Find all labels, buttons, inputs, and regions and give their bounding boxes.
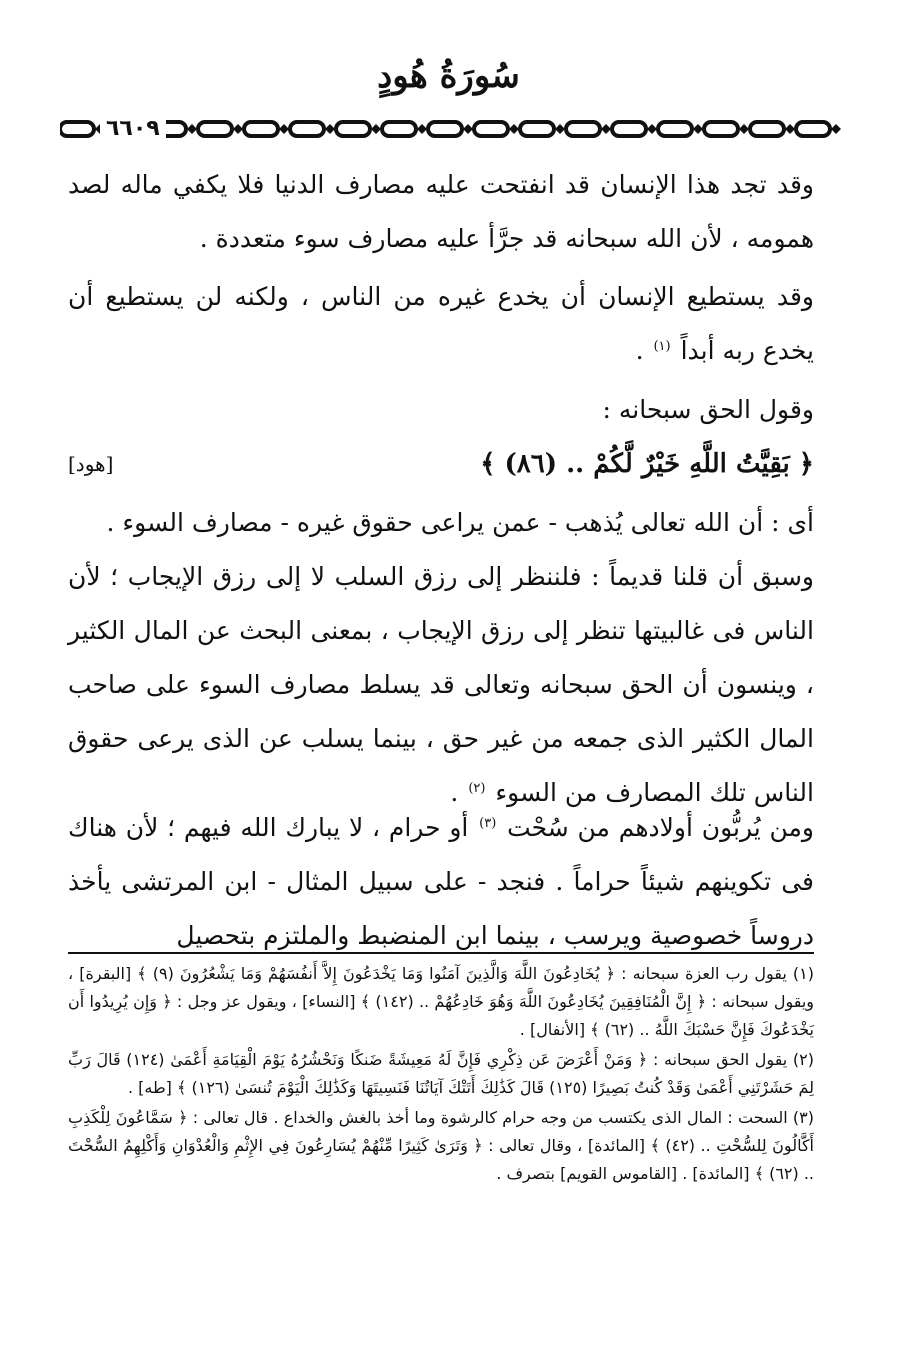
paragraph-5-text: وسبق أن قلنا قديماً : فلننظر إلى رزق السلب لا إلى رزق الإيجاب ؛ لأن الناس فى غالبيتها تنظر إلى رزق الإيجاب ، بمعنى البحث عن المال الكثير ، وينسون أن الحق سبحانه وتعالى قد يسلط مصارف السوء على صاحب المال الكثير الذى جمعه من غير حق ، بينما يسلب عن الذى يرعى حقوق الناس تلك المصارف من السوء [68, 562, 814, 807]
chain-diamond-9 [509, 124, 519, 134]
footnote-2: (٢) يقول الحق سبحانه : ﴿ وَمَنْ أَعْرَضَ عَن ذِكْرِي فَإِنَّ لَهُ مَعِيشَةً ضَنكًا وَنَحْشُرُهُ يَوْمَ الْقِيَامَةِ أَعْمَىٰ (١٢٤) قَالَ رَبِّ لِمَ حَشَرْتَنِي أَعْمَىٰ وَقَدْ كُنتُ بَصِيرًا (١٢٥) قَالَ كَذَٰلِكَ أَتَتْكَ آيَاتُنَا فَنَسِيتَهَا وَكَذَٰلِكَ الْيَوْمَ تُنسَىٰ (١٢٦) ﴾ [طه] . [68, 1050, 814, 1097]
chain-link-4 [244, 122, 278, 136]
chain-diamond-10 [555, 124, 565, 134]
footnote-1: (١) يقول رب العزة سبحانه : ﴿ يُخَادِعُونَ اللَّهَ وَالَّذِينَ آمَنُوا وَمَا يَخْدَعُونَ إِلاَّ أَنفُسَهُمْ وَمَا يَشْعُرُونَ (٩) ﴾ [البقرة] ، ويقول سبحانه : ﴿ إِنَّ الْمُنَافِقِينَ يُخَادِعُونَ اللَّهَ وَهُوَ خَادِعُهُمْ .. (١٤٢) ﴾ [النساء] ، ويقول عز وجل : ﴿ وَإِن يُرِيدُوا أَن يَخْدَعُوكَ فَإِنَّ حَسْبَكَ اللَّهُ .. (٦٢) ﴾ [الأنفال] . [68, 964, 814, 1039]
paragraph-3-text: وقول الحق سبحانه : [602, 395, 814, 424]
footnote-ref-2: (٢) [468, 780, 486, 796]
footnote-ref-1: (١) [653, 338, 671, 354]
chain-diamond-5 [325, 124, 335, 134]
chain-diamond-11 [601, 124, 611, 134]
chain-link-13 [658, 122, 692, 136]
chain-diamond-3 [233, 124, 243, 134]
header-ornament-band [60, 112, 850, 146]
chain-diamond-13 [693, 124, 703, 134]
quran-verse-line [68, 437, 814, 491]
chain-diamond-6 [371, 124, 381, 134]
paragraph-2-text: وقد يستطيع الإنسان أن يخدع غيره من الناس ، ولكنه لن يستطيع أن يخدع ربه أبداً [68, 282, 814, 365]
footnote-3: (٣) السحت : المال الذى يكتسب من وجه حرام كالرشوة وما أخذ بالغش والخداع . قال تعالى : ﴿ سَمَّاعُونَ لِلْكَذِبِ أَكَّالُونَ لِلسُّحْتِ .. (٤٢) ﴾ [المائدة] ، وقال تعالى : ﴿ وَتَرَىٰ كَثِيرًا مِّنْهُمْ يُسَارِعُونَ فِي الإِثْمِ وَالْعُدْوَانِ وَأَكْلِهِمُ السُّحْتَ .. (٦٢) ﴾ [المائدة] . [القاموس القويم] بتصرف . [68, 1108, 815, 1183]
chain-link-5 [290, 122, 324, 136]
paragraph-1 [68, 158, 814, 266]
chain-link-0 [60, 122, 94, 136]
chain-link-16 [796, 122, 830, 136]
paragraph-6-text-b: أو حرام ، لا يبارك الله فيهم ؛ لأن هناك فى تكوينهم شيئاً حراماً . فنجد - على سبيل المثال - ابن المرتشى يأخذ دروساً خصوصية ويرسب ، بينما ابن المنضبط والملتزم بتحصيل [68, 813, 814, 950]
paragraph-4-text: أى : أن الله تعالى يُذهب - عمن يراعى حقوق غيره - مصارف السوء . [106, 508, 814, 537]
footnotes [68, 960, 814, 1190]
verse-reference: [هود] [68, 452, 114, 476]
chain-link-6 [336, 122, 370, 136]
surah-title: سُورَةُ هُودٍ [377, 56, 520, 96]
paragraph-6-text-a: ومن يُربُّون أولادهم من سُحْت [507, 813, 815, 842]
chain-link-9 [474, 122, 508, 136]
footnote-ref-3: (٣) [479, 815, 497, 831]
chain-link-3 [198, 122, 232, 136]
paragraph-4 [68, 496, 814, 550]
chain-diamond-14 [739, 124, 749, 134]
paragraph-2: وقد يستطيع الإنسان أن يخدع غيره من الناس ، ولكنه لن يستطيع أن يخدع ربه أبداً $^{(١)}$ . [68, 282, 814, 365]
chain-diamond-7 [417, 124, 427, 134]
page-number: ٦٦٠٩ [100, 112, 166, 146]
chain-ornament [60, 112, 850, 146]
quran-verse: ﴿ بَقِيَّتُ اللَّهِ خَيْرٌ لَّكُمْ .. (٨٦) ﴾ [480, 449, 814, 479]
chain-link-7 [382, 122, 416, 136]
paragraph-3 [68, 383, 814, 437]
footnote-divider [68, 952, 814, 954]
chain-link-8 [428, 122, 462, 136]
chain-diamond-2 [187, 124, 197, 134]
paragraph-1-text: وقد تجد هذا الإنسان قد انفتحت عليه مصارف الدنيا فلا يكفي ماله لصد همومه ، لأن الله سبحانه قد جرَّأ عليه مصارف سوء متعددة . [68, 170, 814, 253]
chain-diamond-8 [463, 124, 473, 134]
chain-diamond-4 [279, 124, 289, 134]
paragraph-5: وسبق أن قلنا قديماً : فلننظر إلى رزق السلب لا إلى رزق الإيجاب ؛ لأن الناس فى غالبيتها تنظر إلى رزق الإيجاب ، بمعنى البحث عن المال الكثير ، وينسون أن الحق سبحانه وتعالى قد يسلط مصارف السوء على صاحب المال الكثير الذى جمعه من غير حق ، بينما يسلب عن الذى يرعى حقوق الناس تلك المصارف من السوء $^{(٢)}$ . [68, 562, 814, 807]
chain-link-11 [566, 122, 600, 136]
chain-link-10 [520, 122, 554, 136]
chain-diamond-12 [647, 124, 657, 134]
chain-link-15 [750, 122, 784, 136]
chain-link-12 [612, 122, 646, 136]
chain-diamond-15 [785, 124, 795, 134]
chain-link-14 [704, 122, 738, 136]
paragraph-6 [68, 801, 814, 963]
chain-diamond-16 [831, 124, 841, 134]
